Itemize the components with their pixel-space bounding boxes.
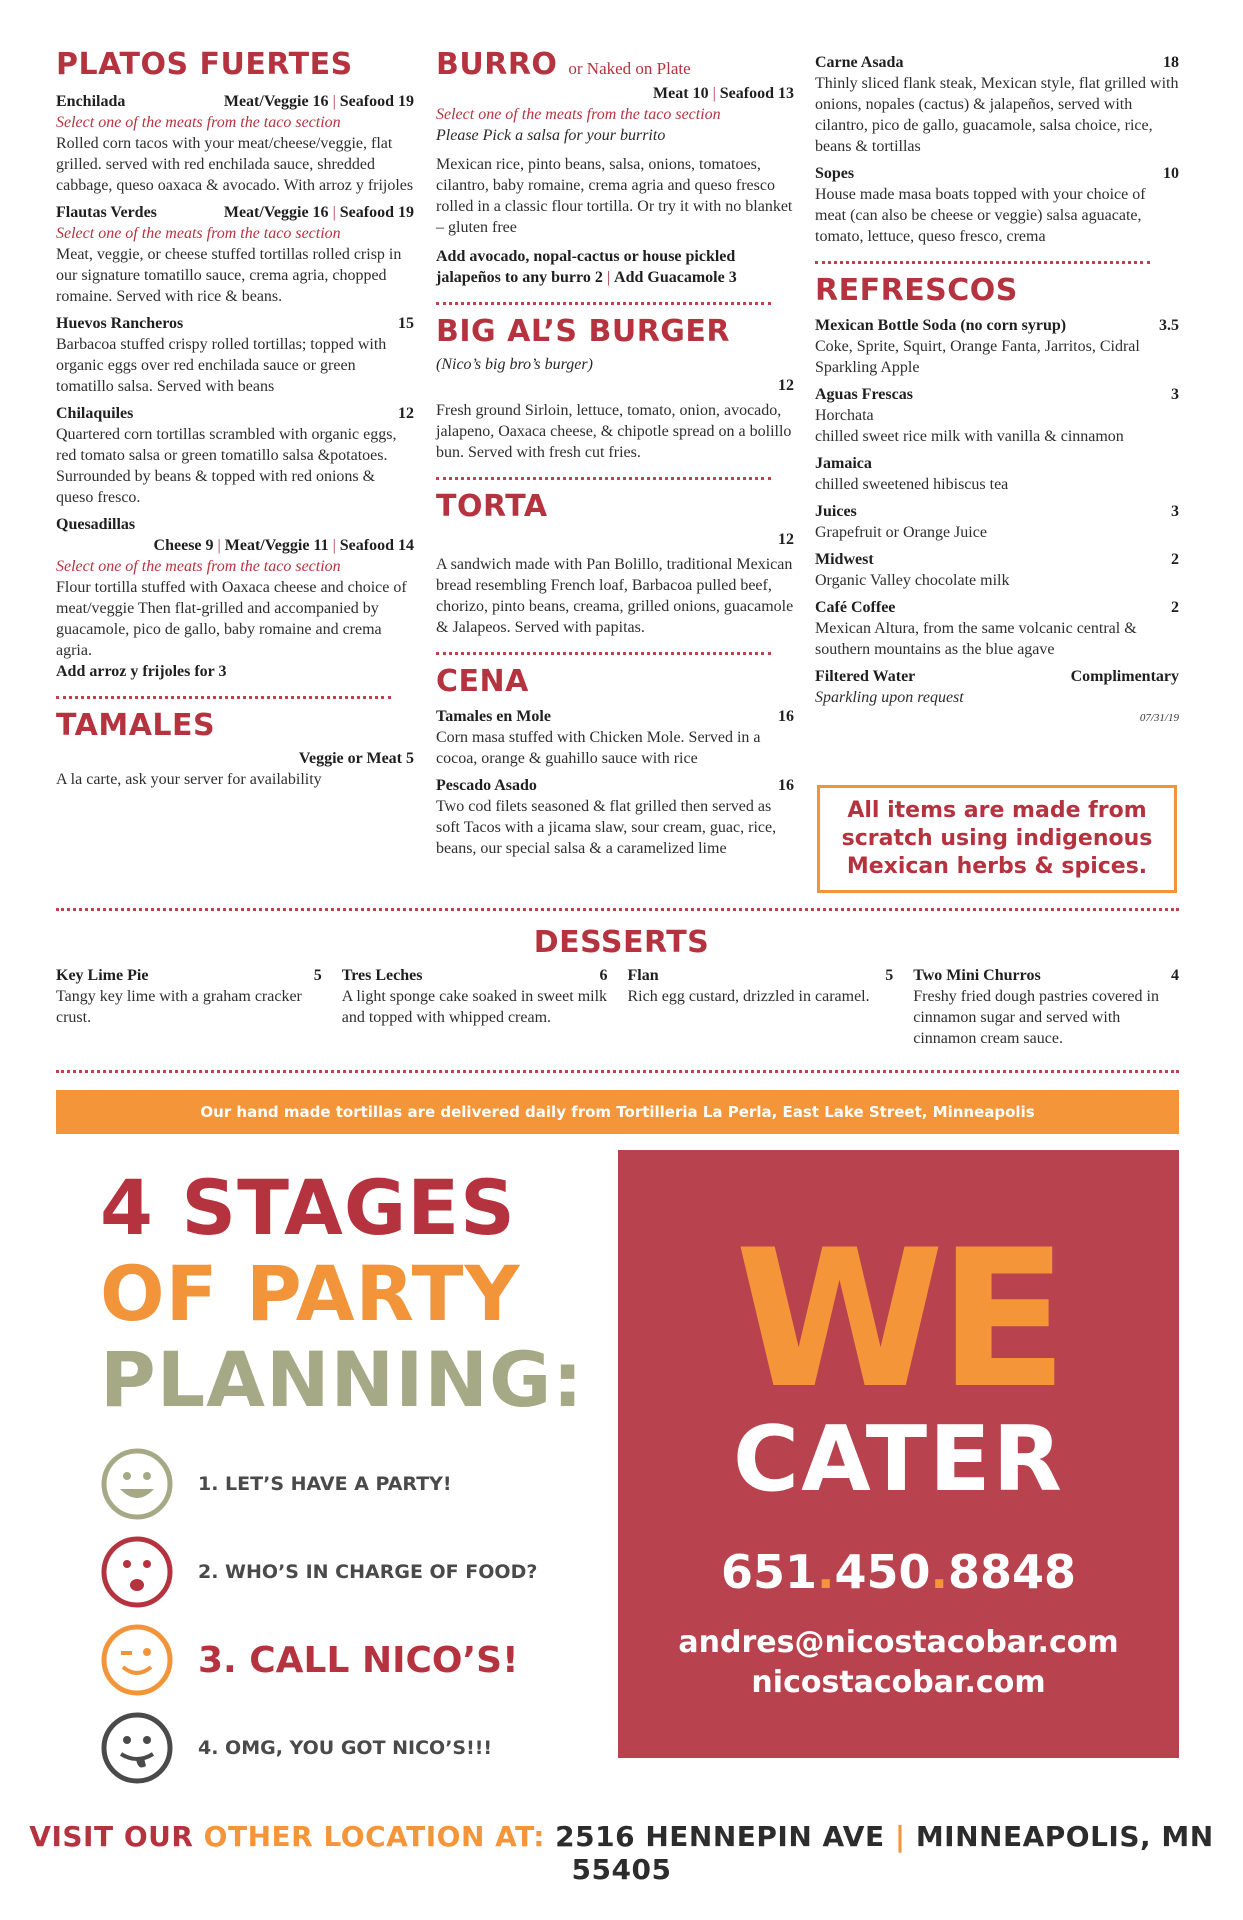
dotted-divider [436,477,771,480]
scratch-made-text: All items are made from scratch using indigenous Mexican herbs & spices. [841,798,1153,879]
tongue-face-icon [100,1711,174,1785]
refrescos-title: REFRESCOS [815,273,1018,308]
item-name: Flautas Verdes [56,204,157,221]
item-desc: Fresh ground Sirloin, lettuce, tomato, onion, avocado, jalapeno, Oaxaca cheese, & chipotle spread on a bolillo bun. Served with fresh cut fries. [436,402,792,461]
dessert-item: Tres Leches 6 A light sponge cake soaked in sweet milk and topped with whipped cream. [341,967,608,1026]
item-name: Sopes [815,165,855,182]
item-price: 12 [778,531,794,548]
visit-other-location: VISIT OUR OTHER LOCATION AT: 2516 HENNEPIN AVE | MINNEAPOLIS, MN 55405 [29,1820,1214,1886]
item-desc: Barbacoa stuffed crispy rolled tortillas; topped with organic eggs over red enchilada sauce or green tomatillo salsa. Served with beans [56,336,387,395]
refrescos-list [815,315,1179,708]
party-stage [100,1711,560,1785]
dotted-divider [815,261,1150,264]
menu-item-sopes [815,163,1179,247]
we-cater-we: WE [734,1209,1063,1430]
drink-item: Juices 3 Grapefruit or Orange Juice [815,503,1179,541]
dotted-divider [56,696,391,699]
we-cater-cater: CATER [733,1407,1064,1512]
drink-item: Aguas Frescas 3 Horchata chilled sweet rice milk with vanilla & cinnamon [815,386,1179,445]
party-stage [100,1535,560,1609]
item-note: Select one of the meats from the taco section [56,114,341,131]
item-price: Cheese 9 | Meat/Veggie 11 | Seafood 14 [153,537,414,554]
menu-item-burro [436,83,794,288]
item-note: Select one of the meats from the taco section [56,225,341,242]
item-desc: Two cod filets seasoned & flat grilled then served as soft Tacos with a jicama slaw, sour cream, guac, rice, beans, our special salsa & a caramelized lime [436,798,777,857]
item-price: 10 [1163,165,1179,182]
menu-item-burger [436,354,794,463]
drink-item: Café Coffee 2 Mexican Altura, from the same volcanic central & southern mountains as the blue agave [815,599,1179,658]
wink-face-icon [100,1623,174,1697]
burro-title: BURRO or Naked on Plate [436,47,691,82]
menu-date: 07/31/19 [1139,712,1179,724]
desserts-title: DESSERTS [533,925,710,960]
tortilla-banner-text: Our hand made tortillas are delivered daily from Tortilleria La Perla, East Lake Street, Minneapolis [200,1103,1035,1121]
item-price: 16 [778,708,794,725]
item-desc: Mexican rice, pinto beans, salsa, onions, tomatoes, cilantro, baby romaine, crema agria and queso fresco rolled in a classic flour tortilla. Or try it with no blanket – gluten free [436,156,793,236]
item-name: Enchilada [56,93,126,110]
column-middle [436,48,794,859]
burger-title: BIG AL’S BURGER [436,314,731,349]
menu-item-enchilada [56,91,414,196]
item-name: Pescado Asado [436,777,537,794]
tamales-title: TAMALES [56,708,216,743]
item-name: Carne Asada [815,54,904,71]
catering-phone[interactable]: 651.450.8848 [720,1545,1077,1599]
item-desc: Quartered corn tortillas scrambled with organic eggs, red tomato salsa or green tomatillo salsa &potatoes. Surrounded by beans & topped with red onions & queso fresco. [56,426,397,506]
dotted-divider [436,652,771,655]
dotted-divider [436,302,771,305]
item-note: Select one of the meats from the taco section [436,106,721,123]
menu-item-huevos-rancheros [56,313,414,397]
item-desc: A sandwich made with Pan Bolillo, traditional Mexican bread resembling French loaf, Barbacoa pulled beef, chorizo, pinto beans, creama, grilled onions, guacamole & Jalapeos. Served with papitas. [436,556,794,636]
drink-item: Mexican Bottle Soda (no corn syrup) 3.5 Coke, Sprite, Squirt, Orange Fanta, Jarritos, Cidral Sparkling Apple [815,317,1179,376]
party-stage [100,1623,560,1697]
item-price: 15 [398,315,414,332]
sad-face-icon [100,1535,174,1609]
party-stage [100,1447,560,1521]
dessert-item: Two Mini Churros 4 Freshy fried dough pastries covered in cinnamon sugar and served with cinnamon cream sauce. [913,967,1179,1047]
dotted-divider [56,1070,1179,1073]
item-price: Meat 10 | Seafood 13 [653,85,794,102]
menu-item-tamales-en-mole [436,706,794,769]
scratch-made-callout [817,785,1177,893]
cena-title: CENA [436,664,529,699]
item-price: Veggie or Meat 5 [298,750,414,767]
drink-item: Jamaica chilled sweetened hibiscus tea [815,455,1009,493]
stage-label: 1. LET’S HAVE A PARTY! [198,1473,452,1495]
menu-item-tamales [56,748,414,790]
burro-subtitle: or Naked on Plate [568,59,691,78]
item-note-salsa: Please Pick a salsa for your burrito [436,127,666,144]
item-name: Quesadillas [56,516,136,533]
happy-face-icon [100,1447,174,1521]
menu-item-chilaquiles [56,403,414,508]
dessert-item: Key Lime Pie 5 Tangy key lime with a graham cracker crust. [56,967,322,1026]
item-name: Chilaquiles [56,405,134,422]
burro-addons: Add avocado, nopal-cactus or house pickled jalapeños to any burro 2 | Add Guacamole 3 [436,248,737,286]
menu-item-carne-asada [815,52,1179,157]
tortilla-banner [56,1090,1179,1134]
party-planning [100,1163,584,1785]
item-price: 12 [778,377,794,394]
dessert-item: Flan 5 Rich egg custard, drizzled in caramel. [627,967,894,1005]
item-desc: Corn masa stuffed with Chicken Mole. Served in a cocoa, orange & guahillo sauce with rice [436,729,761,767]
party-heading-line2: OF PARTY [100,1249,521,1338]
desserts-row [56,965,1179,1049]
item-price: Meat/Veggie 16 | Seafood 19 [223,204,414,221]
website-link[interactable]: nicostacobar.com [751,1665,1046,1700]
column-left [56,48,414,790]
stage-label: 4. OMG, YOU GOT NICO’S!!! [198,1737,493,1759]
drink-item: Filtered Water Complimentary Sparkling upon request [815,668,1179,706]
item-price: 16 [778,777,794,794]
drink-item: Midwest 2 Organic Valley chocolate milk [815,551,1179,589]
item-extra: Add arroz y frijoles for 3 [56,663,227,680]
torta-title: TORTA [436,489,548,524]
item-note: (Nico’s big bro’s burger) [436,356,593,373]
platos-fuertes-title: PLATOS FUERTES [56,47,353,82]
item-name: Tamales en Mole [436,708,551,725]
item-desc: House made masa boats topped with your choice of meat (can also be cheese or veggie) salsa aguacate, tomato, lettuce, queso fresco, crema [815,186,1146,245]
we-cater-panel [618,1150,1179,1758]
menu-item-torta [436,529,794,638]
item-price: Meat/Veggie 16 | Seafood 19 [223,93,414,110]
item-desc: Flour tortilla stuffed with Oaxaca cheese and choice of meat/veggie Then flat-grilled and accompanied by guacamole, pico de gallo, baby romaine and crema agria. [56,579,407,659]
catering-email-link[interactable]: andres@nicostacobar.com [678,1625,1119,1660]
item-desc: Meat, veggie, or cheese stuffed tortillas rolled crisp in our signature tomatillo sauce, crema agria, chopped romaine. Served with rice & beans. [56,246,402,305]
dotted-divider [56,908,1179,911]
menu-item-quesadillas [56,514,414,682]
stage-label: 2. WHO’S IN CHARGE OF FOOD? [198,1561,538,1583]
stage-label: 3. CALL NICO’S! [198,1639,519,1681]
item-price: 18 [1163,54,1179,71]
item-desc: Thinly sliced flank steak, Mexican style, flat grilled with onions, nopales (cactus) & jalapeños, served with cilantro, pico de gallo, guacamole, salsa choice, rice, beans & tortillas [815,75,1179,155]
item-desc: A la carte, ask your server for availability [56,771,322,788]
item-name: Huevos Rancheros [56,315,184,332]
menu-item-pescado-asado [436,775,794,859]
menu-item-flautas-verdes [56,202,414,307]
item-note: Select one of the meats from the taco section [56,558,341,575]
column-right [815,48,1179,724]
item-price: 12 [398,405,414,422]
party-heading-line1: 4 STAGES [100,1163,516,1252]
item-desc: Rolled corn tacos with your meat/cheese/veggie, flat grilled. served with red enchilada sauce, shredded cabbage, queso oaxaca & avocado. With arroz y frijoles [56,135,414,194]
party-heading-line3: PLANNING: [100,1335,584,1424]
